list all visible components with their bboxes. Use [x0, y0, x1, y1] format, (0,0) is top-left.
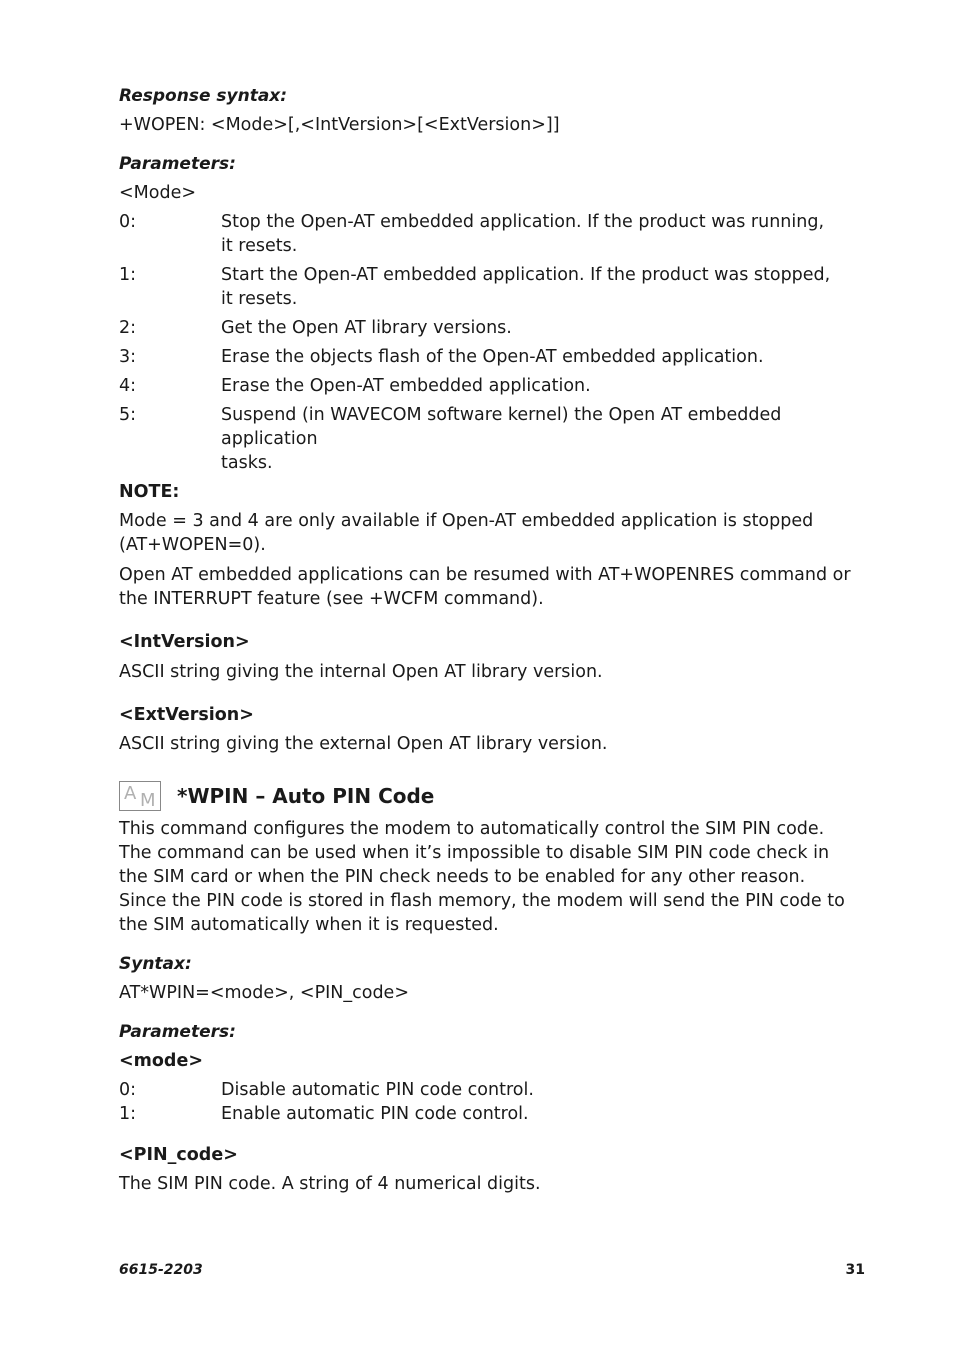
wpin-heading-row: [119, 781, 879, 811]
intversion-label: <IntVersion>: [119, 632, 250, 652]
page-number: 31: [845, 1262, 865, 1278]
mode-desc: Suspend (in WAVECOM software kernel) the Open AT embedded application: [221, 405, 782, 449]
mode-desc: Get the Open AT library versions.: [221, 318, 512, 338]
note-paragraph-2: Open AT embedded applications can be resumed with AT+WOPENRES command or the INTERRUPT feature (see +WCFM command).: [119, 565, 851, 609]
am-icon: [119, 781, 161, 811]
mode-desc: Start the Open-AT embedded application. If the product was stopped,: [221, 265, 831, 285]
syntax-text: AT*WPIN=<mode>, <PIN_code>: [119, 983, 409, 1003]
mode-desc-continued: it resets.: [221, 289, 298, 309]
syntax-heading: Syntax:: [119, 954, 192, 974]
mode-key: 0:: [119, 1080, 137, 1100]
note-paragraph-1: Mode = 3 and 4 are only available if Open-AT embedded application is stopped (AT+WOPEN=0).: [119, 511, 814, 555]
page-content: [119, 84, 879, 1196]
mode-label: <Mode>: [119, 183, 197, 203]
mode-desc: Enable automatic PIN code control.: [221, 1104, 529, 1124]
response-syntax-text: +WOPEN: <Mode>[,<IntVersion>[<ExtVersion>]]: [119, 115, 560, 135]
mode-key: 1:: [119, 265, 137, 285]
mode-key: 3:: [119, 347, 137, 367]
pin-code-label: <PIN_code>: [119, 1145, 238, 1165]
am-icon-letter-m: M: [140, 790, 156, 811]
section-title: *WPIN – Auto PIN Code: [177, 784, 435, 808]
mode-list: [119, 210, 879, 475]
list-item: [119, 263, 879, 311]
extversion-label: <ExtVersion>: [119, 705, 254, 725]
list-item: [119, 374, 879, 398]
am-icon-letter-a: A: [124, 783, 137, 804]
mode-key: 4:: [119, 376, 137, 396]
intversion-text: ASCII string giving the internal Open AT library version.: [119, 662, 603, 682]
note-heading: NOTE:: [119, 482, 180, 502]
mode-key: 2:: [119, 318, 137, 338]
extversion-text: ASCII string giving the external Open AT library version.: [119, 734, 608, 754]
mode-desc-continued: tasks.: [221, 453, 273, 473]
parameters-heading: Parameters:: [119, 154, 236, 174]
list-item: [119, 345, 879, 369]
list-item: [119, 210, 879, 258]
list-item: [119, 316, 879, 340]
mode-desc: Stop the Open-AT embedded application. If the product was running,: [221, 212, 825, 232]
mode-desc-continued: it resets.: [221, 236, 298, 256]
wpin-mode-label: <mode>: [119, 1051, 203, 1071]
mode-key: 5:: [119, 405, 137, 425]
wpin-mode-list: [119, 1078, 879, 1126]
list-item: [119, 1102, 879, 1126]
mode-desc: Erase the objects flash of the Open-AT embedded application.: [221, 347, 764, 367]
mode-desc: Disable automatic PIN code control.: [221, 1080, 534, 1100]
response-syntax-heading: Response syntax:: [119, 86, 288, 106]
pin-code-text: The SIM PIN code. A string of 4 numerical digits.: [119, 1174, 541, 1194]
mode-desc: Erase the Open-AT embedded application.: [221, 376, 591, 396]
page-footer: [119, 1258, 865, 1282]
mode-key: 0:: [119, 212, 137, 232]
wpin-parameters-heading: Parameters:: [119, 1022, 236, 1042]
document-number: 6615-2203: [119, 1262, 203, 1278]
wpin-description: This command configures the modem to automatically control the SIM PIN code. The command can be used when it’s impossible to disable SIM PIN code check in the SIM card or when the PIN check needs to be enabled for any other reason. Since the PIN code is stored in flash memory, the modem will send the PIN code to the SIM automatically when it is requested.: [119, 819, 845, 935]
list-item: [119, 1078, 879, 1102]
list-item: [119, 403, 879, 475]
mode-key: 1:: [119, 1104, 137, 1124]
